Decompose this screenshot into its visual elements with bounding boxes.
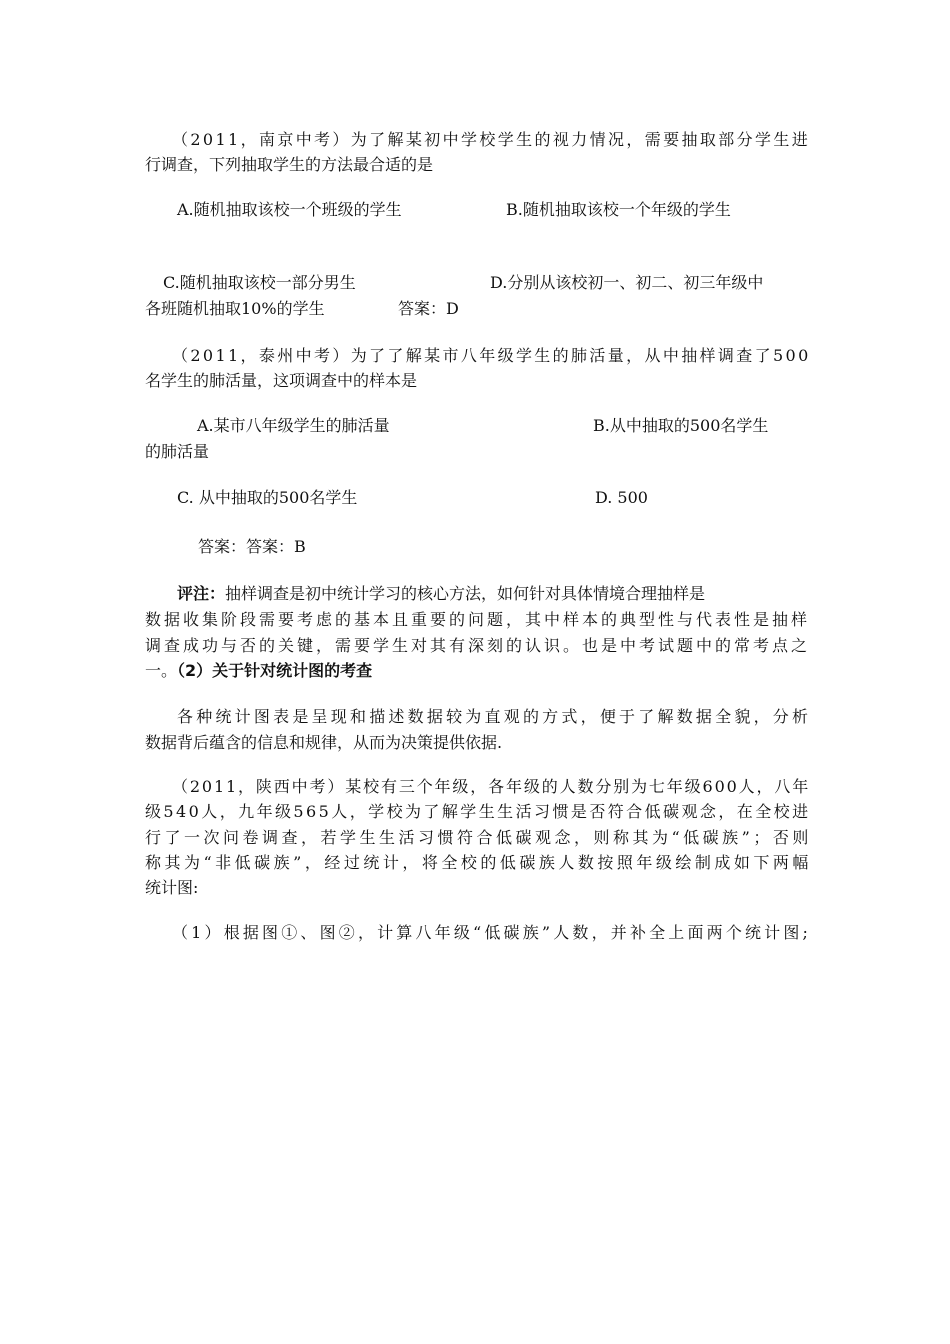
q1-option-d-line2: 各班随机抽取10%的学生 xyxy=(145,299,325,318)
intro-line1: 各种统计图表是呈现和描述数据较为直观的方式，便于了解数据全貌，分析 xyxy=(177,707,812,726)
q3-line2: 级540人，九年级565人，学校为了解学生生活习惯是否符合低碳观念，在全校进 xyxy=(145,802,811,821)
q1-answer: 答案：D xyxy=(398,299,459,318)
q2-option-b-line1: B.从中抽取的500名学生 xyxy=(593,416,769,435)
comment-line1-text: 抽样调查是初中统计学习的核心方法，如何针对具体情境合理抽样是 xyxy=(225,584,706,603)
comment-line4-start: 一。 xyxy=(145,661,178,680)
q2-option-b-line2: 的肺活量 xyxy=(145,442,210,461)
q3-line1: （2011，陕西中考）某校有三个年级，各年级的人数分别为七年级600人，八年 xyxy=(172,777,811,796)
q2-option-c: C. 从中抽取的500名学生 xyxy=(177,488,358,507)
q2-stem-line1: （2011，泰州中考）为了了解某市八年级学生的肺活量，从中抽样调查了500 xyxy=(172,346,811,365)
q2-answer: 答案：答案：B xyxy=(198,537,306,556)
comment-line2: 数据收集阶段需要考虑的基本且重要的问题，其中样本的典型性与代表性是抽样 xyxy=(145,610,811,629)
q1-stem-line1: （2011，南京中考）为了解某初中学校学生的视力情况，需要抽取部分学生进 xyxy=(172,130,811,149)
q3-line3: 行了一次问卷调查，若学生生活习惯符合低碳观念，则称其为“低碳族”；否则 xyxy=(145,828,812,847)
comment-line4 xyxy=(145,659,372,683)
q1-option-b: B.随机抽取该校一个年级的学生 xyxy=(506,200,731,219)
q1-option-d-line1: D.分别从该校初一、初二、初三年级中 xyxy=(490,273,764,292)
comment-line3: 调查成功与否的关键，需要学生对其有深刻的认识。也是中考试题中的常考点之 xyxy=(145,636,811,655)
q3-line5: 统计图: xyxy=(145,878,199,897)
comment-line1 xyxy=(177,582,705,606)
q1-option-c: C.随机抽取该校一部分男生 xyxy=(163,273,356,292)
q1-option-a: A.随机抽取该校一个班级的学生 xyxy=(177,200,402,219)
comment-label: 评注： xyxy=(177,584,226,603)
q1-stem-line2: 行调查，下列抽取学生的方法最合适的是 xyxy=(145,155,434,174)
intro-line2: 数据背后蕴含的信息和规律，从而为决策提供依据. xyxy=(145,733,503,752)
q3-sub1: （1）根据图①、图②，计算八年级“低碳族”人数，并补全上面两个统计图; xyxy=(172,923,812,942)
section-heading: （2）关于针对统计图的考查 xyxy=(177,661,373,680)
q2-option-a: A.某市八年级学生的肺活量 xyxy=(197,416,390,435)
q2-stem-line2: 名学生的肺活量，这项调查中的样本是 xyxy=(145,371,418,390)
q3-line4: 称其为“非低碳族”，经过统计，将全校的低碳族人数按照年级绘制成如下两幅 xyxy=(145,853,812,872)
q2-option-d: D. 500 xyxy=(595,488,648,507)
